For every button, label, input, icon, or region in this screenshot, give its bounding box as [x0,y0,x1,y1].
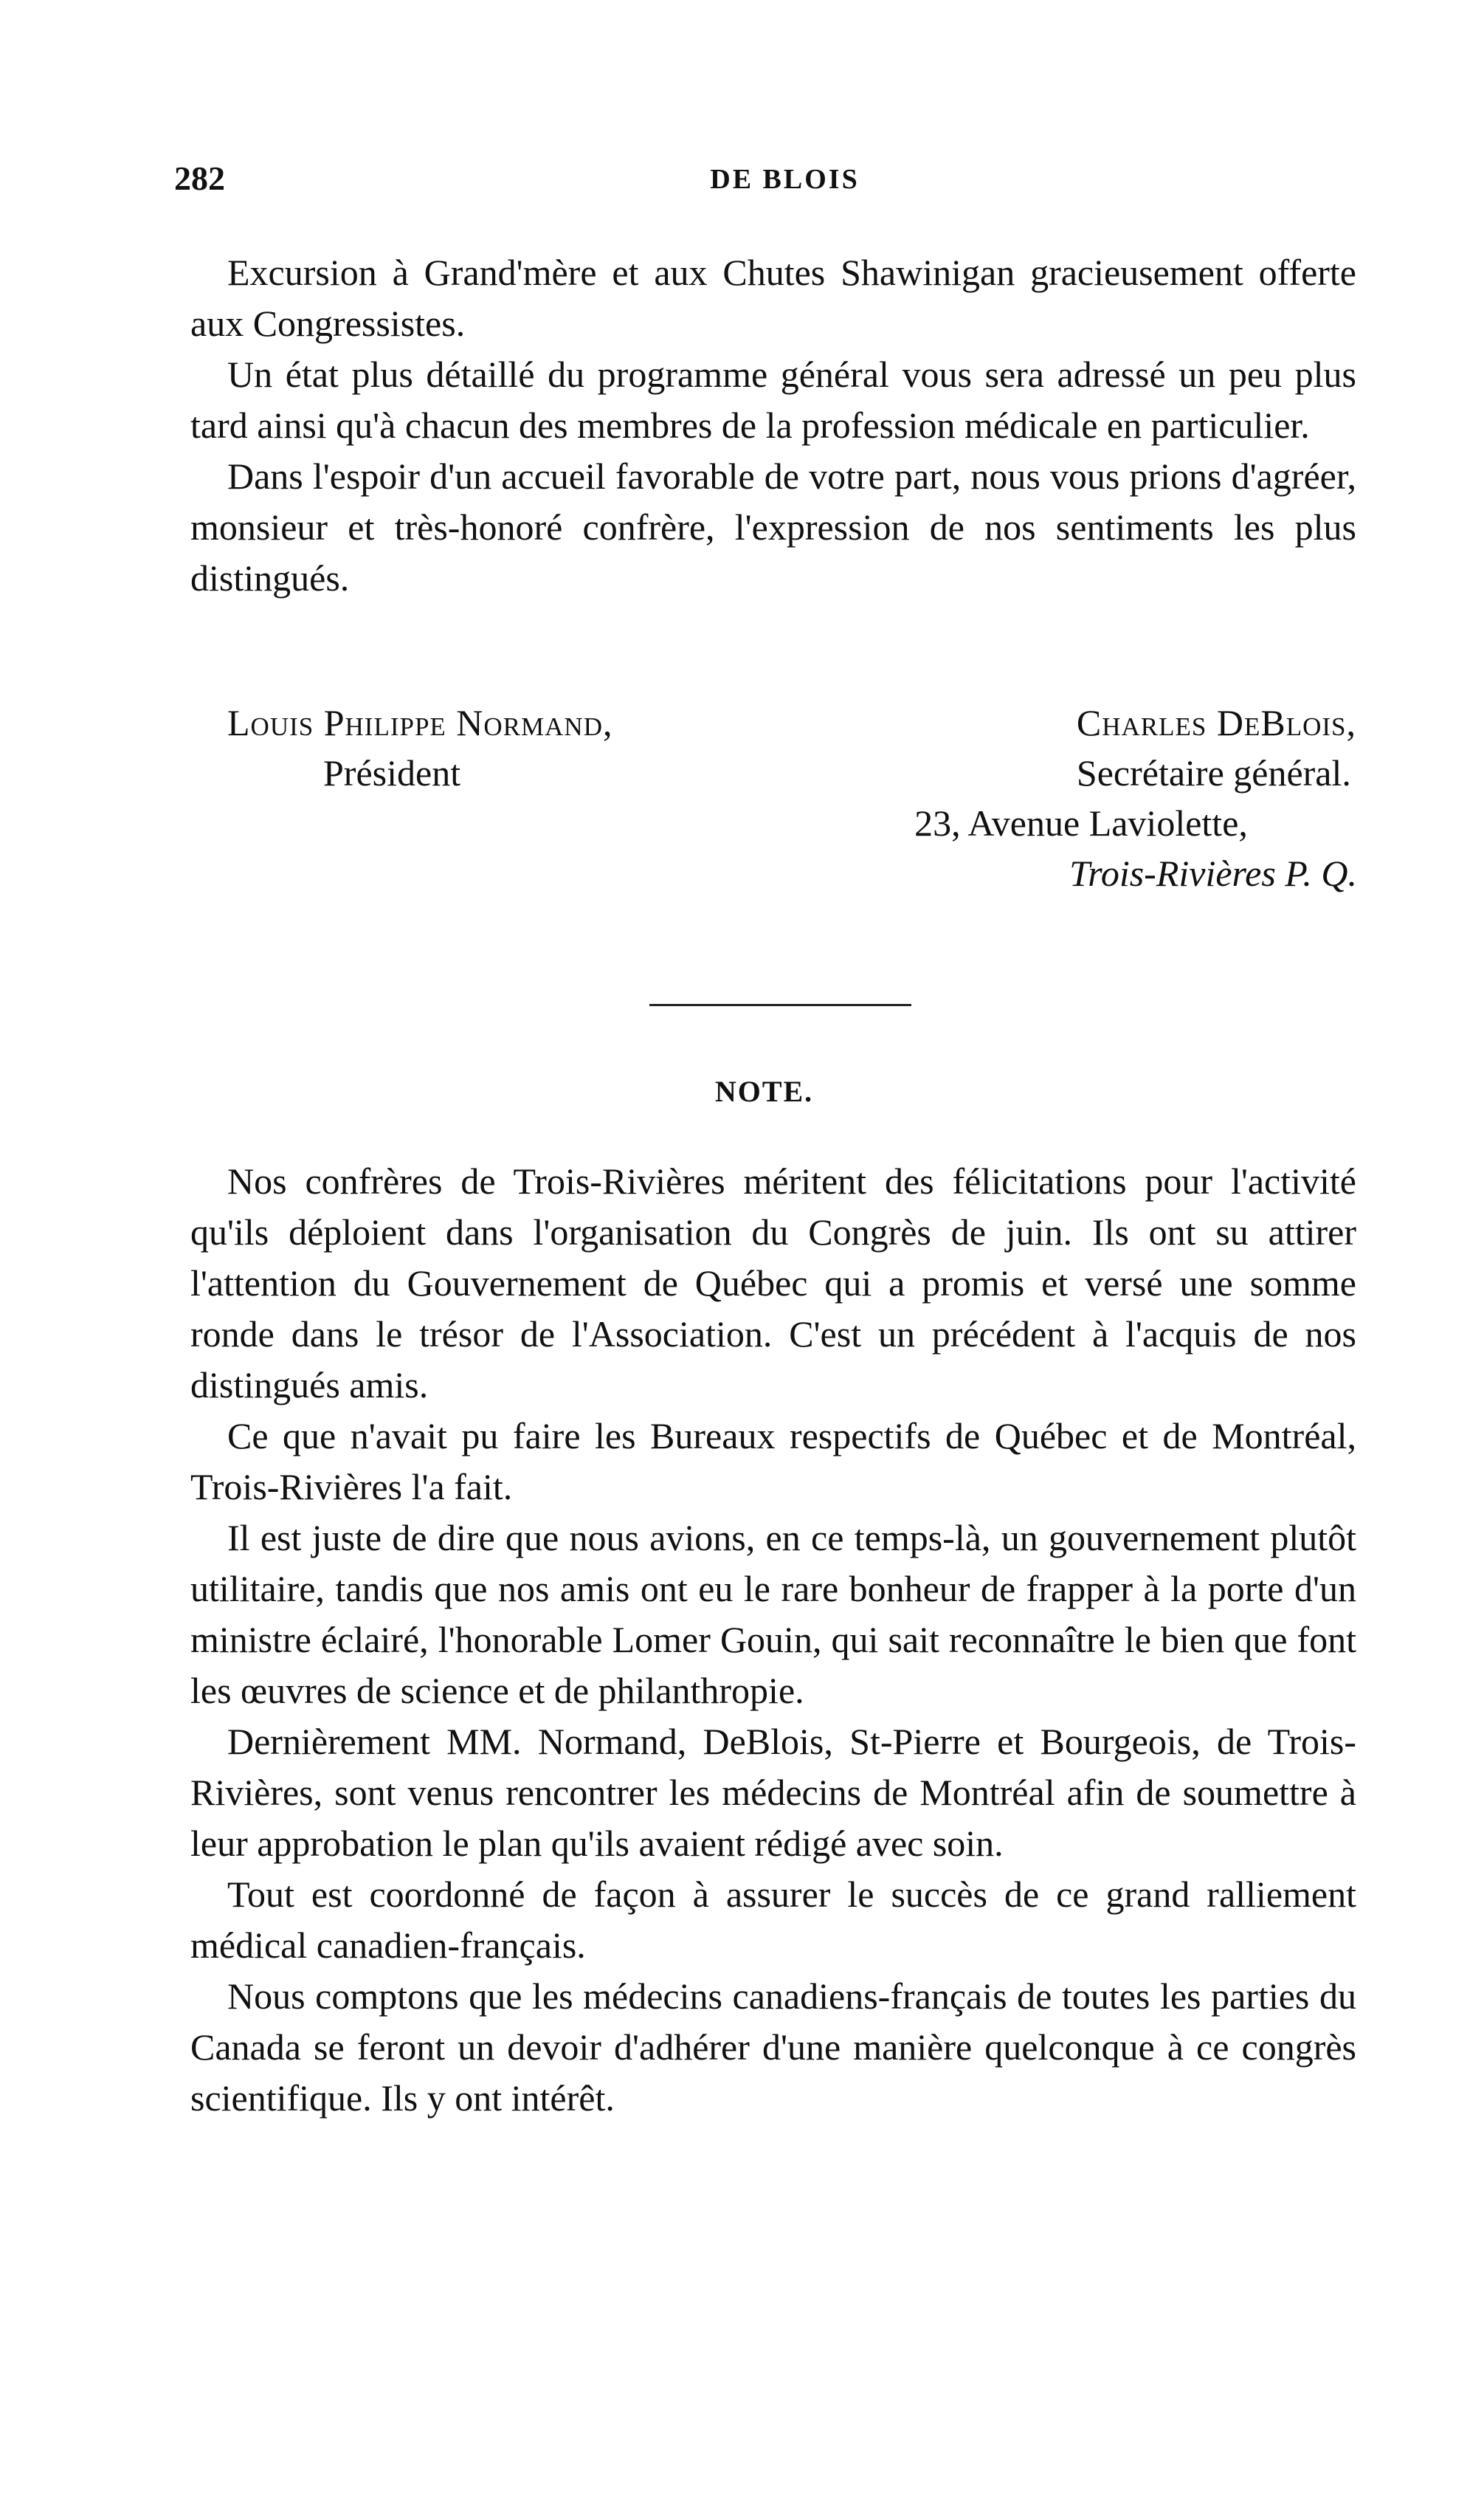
page-header [174,159,1351,203]
address-city: Trois-Rivières P. Q. [1069,853,1357,894]
page-number: 282 [174,159,225,197]
note-paragraph: Nous comptons que les médecins canadiens-français de toutes les parties du Canada se feront un devoir d'adhérer d'une manière quelconque à ce congrès scientifique. Ils y ont intérêt. [190,1975,1356,2119]
letter-body [190,247,1356,604]
running-head: DE BLOIS [710,164,860,195]
letter-paragraph: Excursion à Grand'mère et aux Chutes Shawinigan gracieusement offerte aux Congressistes. [190,252,1356,344]
letter-paragraph: Dans l'espoir d'un accueil favorable de votre part, nous vous prions d'agréer, monsieur et très-honoré confrère, l'expression de nos sentiments les plus distingués. [190,455,1356,599]
secretary-address [914,798,1357,898]
secretary-name: Charles DeBlois, [1076,702,1356,743]
note-paragraph: Il est juste de dire que nous avions, en ce temps-là, un gouvernement plutôt utilitaire, tandis que nos amis ont eu le rare bonheur de frapper à la porte d'un ministre éclairé, l'honorable Lomer Gouin, qui sait reconnaître le bien que font les œuvres de science et de philanthropie. [190,1517,1356,1711]
president-name: Louis Philippe Normand, [227,702,613,743]
note-paragraph: Tout est coordonné de façon à assurer le succès de ce grand ralliement médical canadien-français. [190,1874,1356,1966]
president-title: Président [323,752,461,794]
address-street: 23, Avenue Laviolette, [914,802,1248,844]
president-signature [227,698,612,798]
note-paragraph: Nos confrères de Trois-Rivières méritent des félicitations pour l'activité qu'ils déploient dans l'organisation du Congrès de juin. Ils ont su attirer l'attention du Gouvernement de Québec qui a promis et versé une somme ronde dans le trésor de l'Association. C'est un précédent à l'acquis de nos distingués amis. [190,1160,1356,1406]
letter-paragraph: Un état plus détaillé du programme général vous sera adressé un peu plus tard ainsi qu'à chacun des membres de la profession médicale en particulier. [190,354,1356,446]
secretary-title: Secrétaire général. [1076,752,1351,794]
note-heading: NOTE. [714,1075,814,1108]
note-paragraph: Ce que n'avait pu faire les Bureaux respectifs de Québec et de Montréal, Trois-Rivières l'a fait. [190,1415,1356,1507]
note-body [190,1156,1356,2124]
note-paragraph: Dernièrement MM. Normand, DeBlois, St-Pierre et Bourgeois, de Trois-Rivières, sont venus rencontrer les médecins de Montréal afin de soumettre à leur approbation le plan qu'ils avaient rédigé avec soin. [190,1721,1356,1864]
secretary-signature [1077,698,1356,798]
section-divider [649,1004,911,1006]
